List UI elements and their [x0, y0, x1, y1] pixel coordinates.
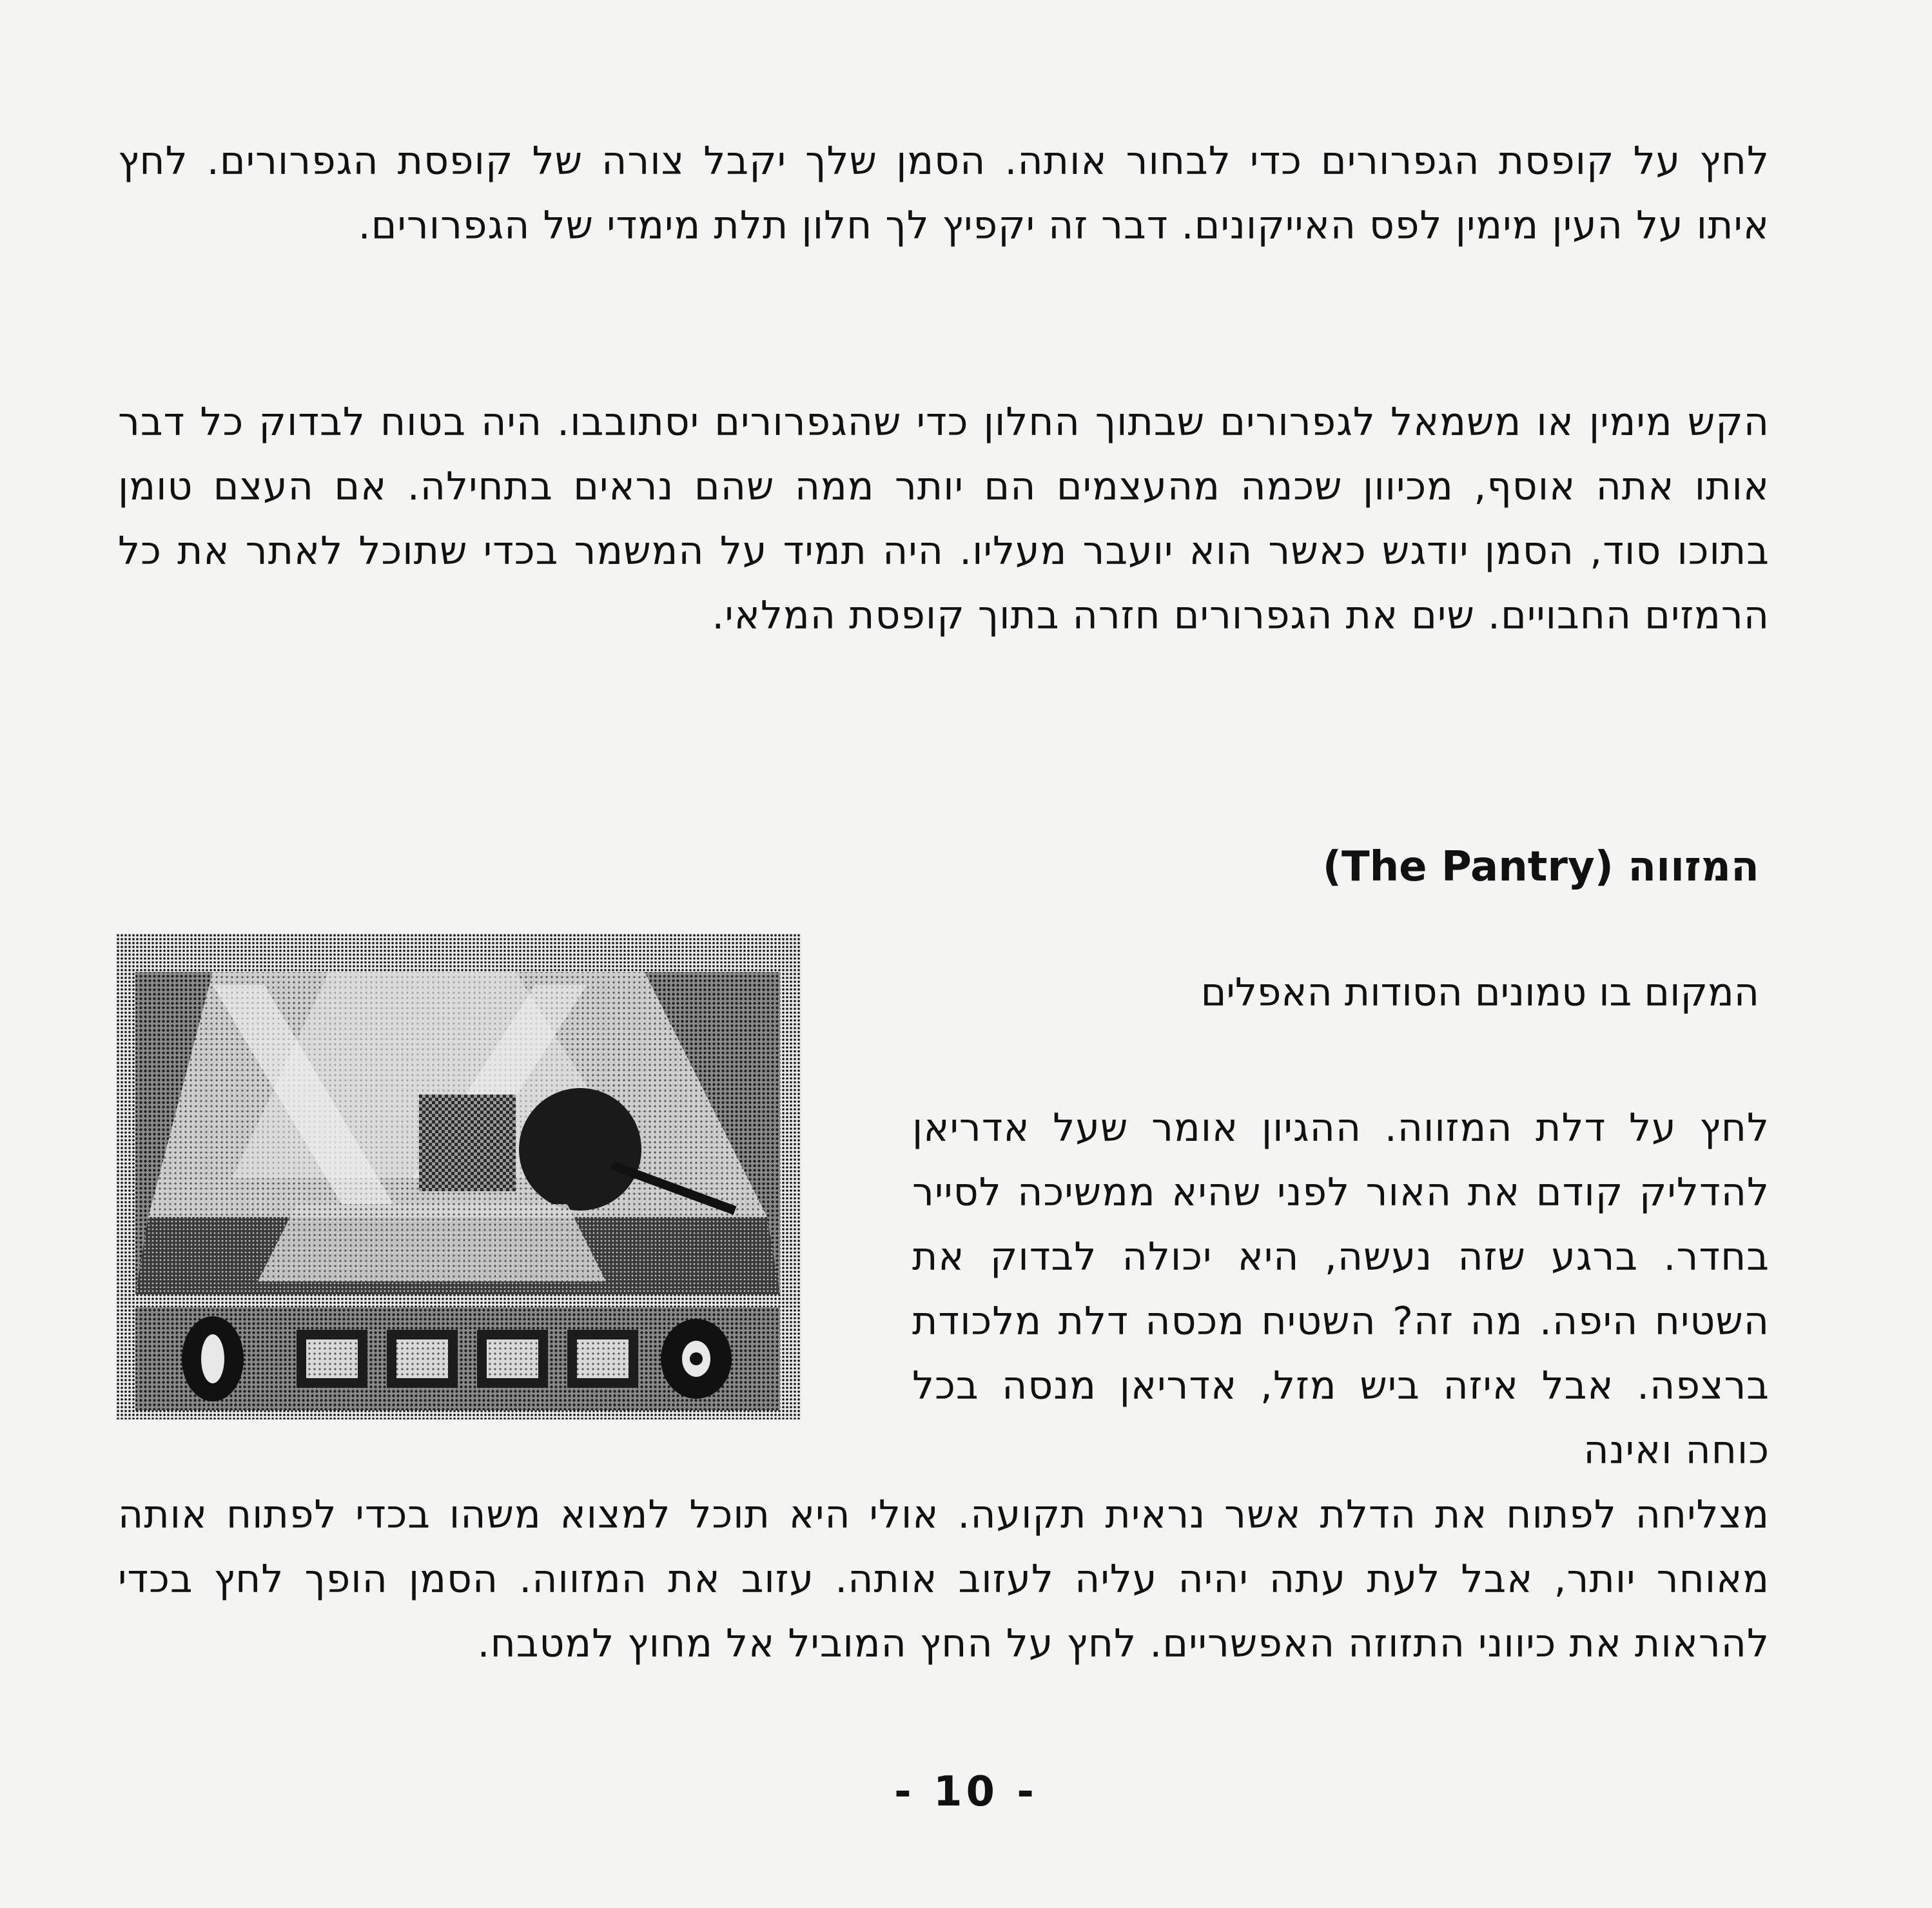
- inventory-slot-icon: [387, 1330, 458, 1388]
- section-subtitle: המקום בו טמונים הסודות האפלים: [1200, 970, 1759, 1015]
- dark-orb: [519, 1088, 641, 1211]
- inventory-slot-icon: [477, 1330, 548, 1388]
- game-screenshot-pantry: [116, 933, 801, 1419]
- page-number: - 10 -: [894, 1768, 1038, 1816]
- inventory-slot-icon: [297, 1330, 367, 1388]
- paragraph-pantry-door: לחץ על דלת המזווה. ההגיון אומר שעל אדריאן להדליק קודם את האור לפני שהיא ממשיכה לסייר בחדר. ברגע שזה נעשה, היא יכולה לבדוק את השטיח היפה. מה זה? השטיח מכסה דלת מלכודת ברצפה. אבל איזה ביש מזל, אדריאן מנסה בכל כוחה ואינה: [912, 1105, 1770, 1473]
- pointer-icon: [182, 1316, 244, 1401]
- paragraph-trapdoor: מצליחה לפתוח את הדלת אשר נראית תקועה. אולי היא תוכל למצוא משהו בכדי לפתוח אותה מאוחר יותר, אבל לעת עתה יהיה עליה לעזוב אותה. עזוב את המזווה. הסמן הופך לחץ בכדי להראות את כיווני התזוזה האפשריים. לחץ על החץ המוביל אל מחוץ למטבח.: [118, 1492, 1770, 1666]
- rug: [419, 1095, 516, 1191]
- inventory-slot-icon: [567, 1330, 638, 1388]
- paragraph-rotate-objects: הקש מימין או משמאל לגפרורים שבתוך החלון כדי שהגפרורים יסתובבו. היה בטוח לבדוק כל דבר אותו אתה אוסף, מכיוון שכמה מהעצמים הם יותר ממה שהם נראים בתחילה. אם העצם טומן בתוכו סוד, הסמן יודגש כאשר הוא יועבר מעליו. היה תמיד על המשמר בכדי שתוכל לאתר את כל הרמזים החבויים. שים את הגפרורים חזרה בתוך קופסת המלאי.: [118, 400, 1770, 638]
- eye-icon: [661, 1319, 732, 1399]
- section-heading: המזווה (The Pantry): [1322, 843, 1759, 891]
- paragraph-matchbox-instructions: לחץ על קופסת הגפרורים כדי לבחור אותה. הסמן שלך יקבל צורה של קופסת הגפרורים. לחץ איתו על העין מימין לפס האייקונים. דבר זה יקפיץ לך חלון תלת מימדי של הגפרורים.: [118, 139, 1770, 248]
